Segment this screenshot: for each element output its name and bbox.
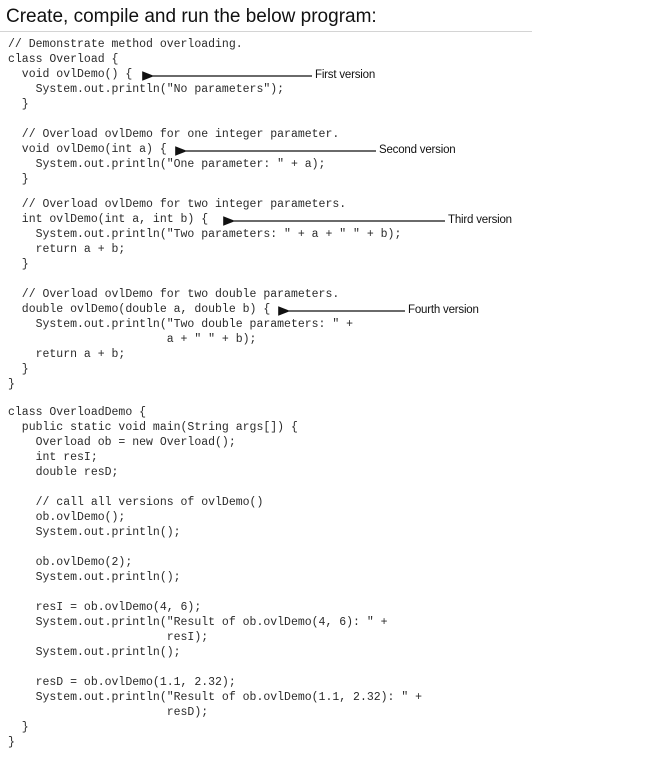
code-line: class Overload { <box>8 53 119 66</box>
annotation-second-version: Second version <box>379 144 456 156</box>
code-line: class OverloadDemo { <box>8 406 147 419</box>
code-line: System.out.println(); <box>8 526 181 539</box>
code-line: } <box>8 173 29 186</box>
code-line: double resD; <box>8 466 119 479</box>
code-line: } <box>8 363 29 376</box>
code-line: return a + b; <box>8 348 126 361</box>
code-line: void ovlDemo(int a) { <box>8 143 167 156</box>
code-line: resI); <box>8 631 209 644</box>
code-line: public static void main(String args[]) { <box>8 421 298 434</box>
code-line: resD); <box>8 706 209 719</box>
code-line: // Overload ovlDemo for one integer parameter. <box>8 128 340 141</box>
code-line: } <box>8 378 15 391</box>
code-line: // Overload ovlDemo for two integer parameters. <box>8 198 347 211</box>
code-line: } <box>8 736 15 749</box>
code-line: System.out.println("No parameters"); <box>8 83 285 96</box>
code-line: } <box>8 721 29 734</box>
code-line: System.out.println(); <box>8 646 181 659</box>
code-line: System.out.println("Two parameters: " + a + " " + b); <box>8 228 402 241</box>
code-line: int resI; <box>8 451 98 464</box>
code-line: resD = ob.ovlDemo(1.1, 2.32); <box>8 676 236 689</box>
code-line: // Overload ovlDemo for two double parameters. <box>8 288 340 301</box>
code-line: System.out.println("One parameter: " + a); <box>8 158 326 171</box>
annotation-first-version: First version <box>315 69 376 81</box>
code-line: Overload ob = new Overload(); <box>8 436 236 449</box>
code-line: int ovlDemo(int a, int b) { <box>8 213 209 226</box>
code-line: // Demonstrate method overloading. <box>8 38 243 51</box>
code-line: ob.ovlDemo(); <box>8 511 126 524</box>
code-line: resI = ob.ovlDemo(4, 6); <box>8 601 202 614</box>
annotation-third-version: Third version <box>448 214 512 226</box>
code-line: } <box>8 258 29 271</box>
code-line: // call all versions of ovlDemo() <box>8 496 264 509</box>
code-line: void ovlDemo() { <box>8 68 133 81</box>
code-line: return a + b; <box>8 243 126 256</box>
annotation-fourth-version: Fourth version <box>408 304 479 316</box>
code-line: double ovlDemo(double a, double b) { <box>8 303 271 316</box>
code-line: System.out.println("Two double parameters: " + <box>8 318 354 331</box>
code-line: } <box>8 98 29 111</box>
code-line: System.out.println("Result of ob.ovlDemo(4, 6): " + <box>8 616 388 629</box>
code-line: System.out.println(); <box>8 571 181 584</box>
code-line: ob.ovlDemo(2); <box>8 556 133 569</box>
code-line: System.out.println("Result of ob.ovlDemo(1.1, 2.32): " + <box>8 691 423 704</box>
code-line: a + " " + b); <box>8 333 257 346</box>
page-title: Create, compile and run the below program: <box>6 6 377 27</box>
